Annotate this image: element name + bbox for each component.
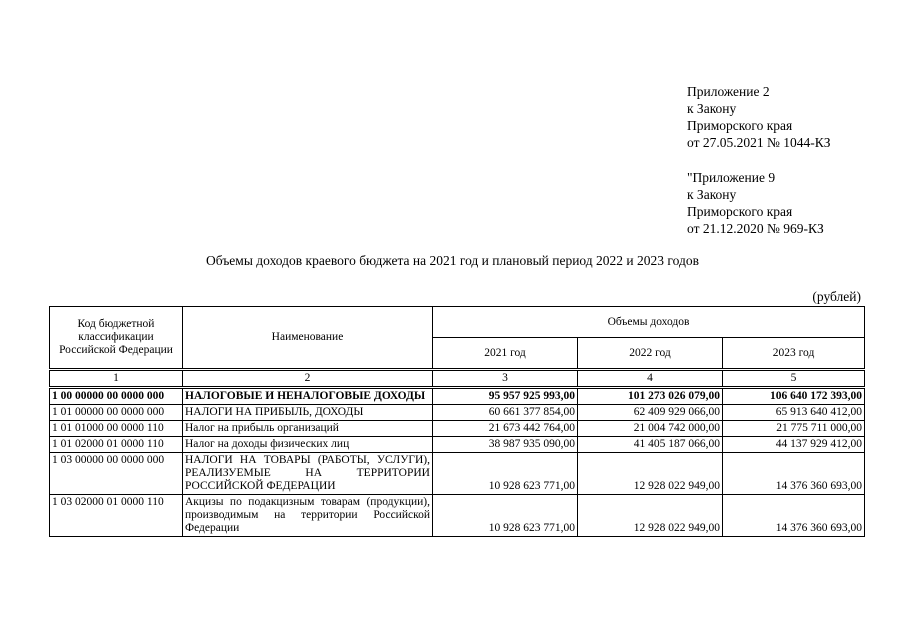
- row-name: НАЛОГИ НА ПРИБЫЛЬ, ДОХОДЫ: [183, 405, 433, 421]
- row-amount-2022: 12 928 022 949,00: [578, 495, 723, 537]
- row-code: 1 03 02000 01 0000 110: [50, 495, 183, 537]
- row-amount-2023: 106 640 172 393,00: [723, 388, 865, 405]
- appendix-number: "Приложение 9: [687, 170, 776, 185]
- appendix-date: от 21.12.2020 № 969-КЗ: [687, 221, 824, 236]
- header-year-2021: 2021 год: [433, 338, 578, 370]
- appendix-reference-current: [687, 83, 831, 151]
- row-name: Налог на прибыль организаций: [183, 421, 433, 437]
- column-number: 5: [723, 370, 865, 388]
- row-amount-2023: 21 775 711 000,00: [723, 421, 865, 437]
- row-code: 1 01 02000 01 0000 110: [50, 437, 183, 453]
- row-amount-2021: 95 957 925 993,00: [433, 388, 578, 405]
- table-row: [50, 437, 865, 453]
- row-name: НАЛОГОВЫЕ И НЕНАЛОГОВЫЕ ДОХОДЫ: [183, 388, 433, 405]
- row-amount-2021: 10 928 623 771,00: [433, 495, 578, 537]
- row-amount-2021: 38 987 935 090,00: [433, 437, 578, 453]
- appendix-region: Приморского края: [687, 204, 793, 219]
- table-row: [50, 421, 865, 437]
- appendix-date: от 27.05.2021 № 1044-КЗ: [687, 135, 831, 150]
- header-name: Наименование: [183, 307, 433, 370]
- table-row: [50, 405, 865, 421]
- table-header-row: [50, 307, 865, 338]
- row-amount-2022: 62 409 929 066,00: [578, 405, 723, 421]
- row-code: 1 01 00000 00 0000 000: [50, 405, 183, 421]
- row-amount-2023: 14 376 360 693,00: [723, 453, 865, 495]
- row-amount-2021: 10 928 623 771,00: [433, 453, 578, 495]
- row-code: 1 01 01000 00 0000 110: [50, 421, 183, 437]
- row-code: 1 03 00000 00 0000 000: [50, 453, 183, 495]
- row-amount-2023: 14 376 360 693,00: [723, 495, 865, 537]
- column-numbers-row: [50, 370, 865, 388]
- row-amount-2022: 21 004 742 000,00: [578, 421, 723, 437]
- header-year-2023: 2023 год: [723, 338, 865, 370]
- row-amount-2023: 65 913 640 412,00: [723, 405, 865, 421]
- row-name: Налог на доходы физических лиц: [183, 437, 433, 453]
- row-amount-2021: 60 661 377 854,00: [433, 405, 578, 421]
- appendix-law: к Закону: [687, 101, 737, 116]
- table-row: [50, 453, 865, 495]
- appendix-number: Приложение 2: [687, 84, 770, 99]
- row-amount-2021: 21 673 442 764,00: [433, 421, 578, 437]
- column-number: 2: [183, 370, 433, 388]
- appendix-region: Приморского края: [687, 118, 793, 133]
- column-number: 3: [433, 370, 578, 388]
- units-label: (рублей): [812, 289, 861, 304]
- row-name: НАЛОГИ НА ТОВАРЫ (РАБОТЫ, УСЛУГИ), РЕАЛИЗУЕМЫЕ НА ТЕРРИТОРИИ РОССИЙСКОЙ ФЕДЕРАЦИИ: [183, 453, 433, 495]
- row-amount-2022: 41 405 187 066,00: [578, 437, 723, 453]
- header-code: Код бюджетной классификации Российской Федерации: [50, 307, 183, 370]
- column-number: 1: [50, 370, 183, 388]
- column-number: 4: [578, 370, 723, 388]
- row-amount-2022: 101 273 026 079,00: [578, 388, 723, 405]
- row-name: Акцизы по подакцизным товарам (продукции), производимым на территории Российской Федерации: [183, 495, 433, 537]
- appendix-law: к Закону: [687, 187, 737, 202]
- appendix-reference-amended: [687, 169, 824, 237]
- header-volumes: Объемы доходов: [433, 307, 865, 338]
- document-title: Объемы доходов краевого бюджета на 2021 год и плановый период 2022 и 2023 годов: [206, 253, 699, 268]
- row-amount-2023: 44 137 929 412,00: [723, 437, 865, 453]
- row-amount-2022: 12 928 022 949,00: [578, 453, 723, 495]
- table-row: [50, 495, 865, 537]
- table-row: [50, 388, 865, 405]
- header-year-2022: 2022 год: [578, 338, 723, 370]
- budget-revenue-table: [49, 306, 865, 537]
- row-code: 1 00 00000 00 0000 000: [50, 388, 183, 405]
